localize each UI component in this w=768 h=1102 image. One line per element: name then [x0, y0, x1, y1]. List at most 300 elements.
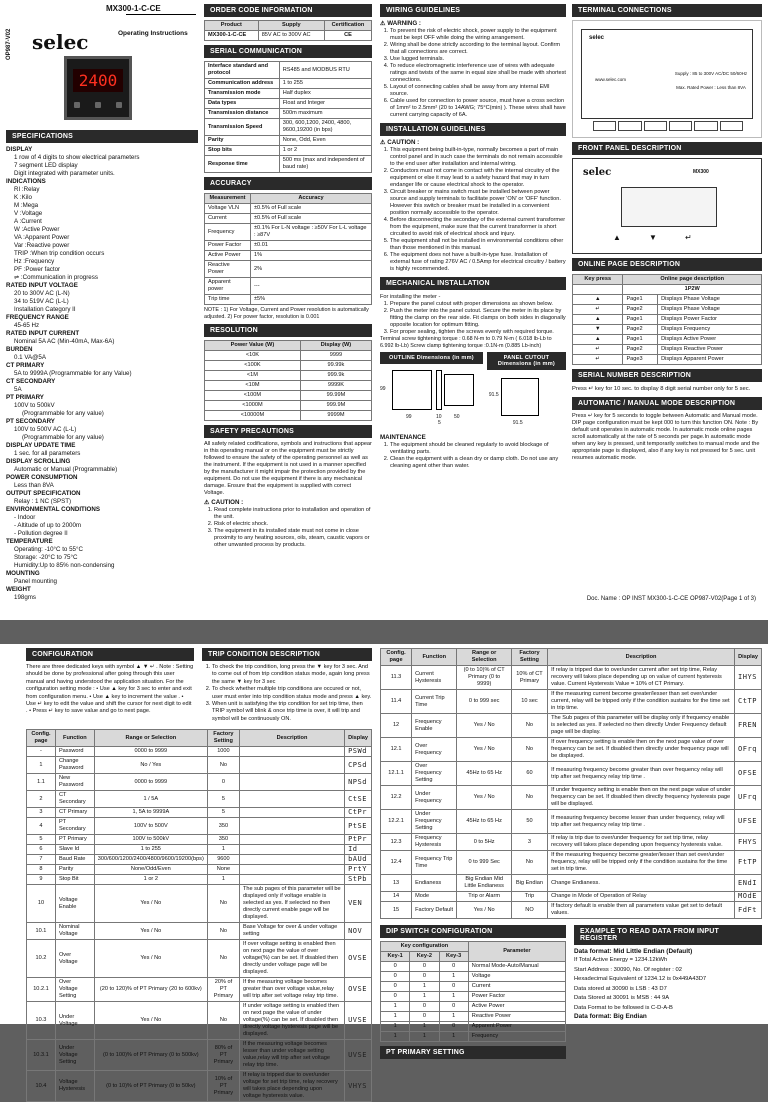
table-cell: 9600 — [207, 855, 239, 865]
table-row — [27, 845, 372, 855]
terminal-diagram — [572, 20, 762, 138]
spec-line: W :Active Power — [14, 226, 60, 233]
table-cell: 10% of PT Primary — [207, 1071, 239, 1102]
table-cell — [239, 835, 344, 845]
table-cell: - — [27, 747, 56, 757]
table-row — [381, 810, 762, 834]
table-row — [573, 305, 762, 315]
table-cell: PSWd — [345, 747, 372, 757]
resolution-header: RESOLUTION — [204, 324, 372, 337]
table-cell: 12.3 — [381, 834, 412, 851]
table-cell: No — [207, 885, 239, 923]
up-key-icon: ▲ — [613, 233, 621, 242]
table-cell: 0 to 999 sec — [457, 690, 511, 714]
list-item: 2. Risk of electric shock. — [214, 521, 372, 528]
front-brand: selec — [583, 167, 612, 178]
dip-table — [380, 941, 566, 1042]
table-cell: If under voltage setting is enabled then on next page the value of under voltage(%) can be set. If disabled then directly voltage hysteresis page will be displayed. — [239, 1002, 344, 1040]
meter-key-icon — [74, 102, 80, 108]
table-head-row — [381, 942, 566, 952]
table-cell: Voltage VLN — [205, 204, 251, 214]
spec-line: Storage: -20°C to 75°C — [14, 554, 78, 561]
table-cell: 4 — [27, 818, 56, 835]
dim-label: 99 — [406, 414, 412, 420]
table-cell: Yes / No — [94, 885, 207, 923]
spec-line: FREQUENCY RANGE — [6, 314, 69, 321]
table-cell — [239, 845, 344, 855]
maint-header: MAINTENANCE — [380, 434, 426, 441]
table-cell: <10M — [205, 381, 301, 391]
table-cell: Displays Active Power — [658, 335, 762, 345]
table-cell: 12 — [381, 714, 412, 738]
list-item: 5. Layout of connecting cables shall be away from any internal EMI source. — [390, 84, 566, 98]
table-head-row — [381, 649, 762, 666]
table-cell: Transmission mode — [205, 89, 280, 99]
maint-list — [380, 442, 566, 470]
table-cell: 10.2 — [27, 940, 56, 978]
list-item: 1. Read complete instructions prior to installation and operation of the unit. — [214, 507, 372, 521]
cell: CE — [324, 31, 371, 41]
table-cell: Displays Apparent Power — [658, 355, 762, 365]
table-cell: Frequency Enable — [412, 714, 457, 738]
table-cell: 45Hz to 65 Hz — [457, 810, 511, 834]
col-head: Key configuration — [381, 942, 469, 952]
table-cell: 10.3.1 — [27, 1040, 56, 1071]
spec-line: V :Voltage — [14, 210, 43, 217]
table-cell: No — [207, 940, 239, 978]
table-row — [27, 1040, 372, 1071]
table-row — [381, 786, 762, 810]
table-cell: CtTP — [735, 690, 762, 714]
table-cell: Transmission distance — [205, 109, 280, 119]
table-cell: Interface standard and protocol — [205, 62, 280, 79]
table-cell: If the measuring frequency become greater/lesser than set over/under frequency, relay will be tripped only if the condition sustains for the time set in trip time. — [548, 851, 735, 875]
table-cell: OVSE — [345, 940, 372, 978]
table-cell: 5 — [27, 835, 56, 845]
table-cell: 0000 to 9999 — [94, 747, 207, 757]
table-cell: 9999 — [300, 351, 371, 361]
mech-intro: For installing the meter - — [380, 294, 441, 300]
table-cell: No — [207, 757, 239, 774]
format-mid-little: Data format: Mid Little Endian (Default) — [574, 948, 693, 955]
meter-display: 2400 — [73, 69, 123, 92]
table-cell: Displays Phase Voltage — [658, 305, 762, 315]
col-head: Description — [548, 649, 735, 666]
table-cell: UVSE — [345, 1040, 372, 1071]
table-cell: 50 — [511, 810, 547, 834]
table-row — [205, 156, 372, 173]
table-cell: Base Voltage for over & under voltage setting — [239, 923, 344, 940]
table-cell: 1 — [381, 1012, 410, 1022]
table-cell — [239, 818, 344, 835]
warning-icon: ⚠ — [380, 20, 388, 27]
brand-logo: selec — [32, 30, 89, 54]
front-display — [621, 187, 717, 227]
spec-line: OUTPUT SPECIFICATION — [6, 490, 81, 497]
table-cell: 0000 to 9999 — [94, 774, 207, 791]
col-head: Power Value (W) — [205, 341, 301, 351]
safety-list — [204, 507, 372, 549]
table-cell: Yes / No — [94, 940, 207, 978]
table-cell: (0 to 10)% of PT Primary (0 to 50kv) — [94, 1071, 207, 1102]
table-row — [27, 1002, 372, 1040]
table-cell: 1 or 2 — [279, 146, 371, 156]
config-table-2 — [380, 648, 762, 919]
key-icon: ▼ — [573, 325, 623, 335]
config-header: CONFIGURATION — [26, 648, 194, 661]
table-row — [205, 146, 372, 156]
col-head: Display — [345, 730, 372, 747]
table-cell: MOdE — [735, 892, 762, 902]
table-cell: 300, 600,1200, 2400, 4800, 9600,19200 (in bps) — [279, 119, 371, 136]
spec-line: 100V to 500kV — [14, 402, 55, 409]
cell: MX300-1-C-CE — [205, 31, 259, 41]
serial-table — [204, 61, 372, 173]
table-row — [27, 875, 372, 885]
table-cell: Communication address — [205, 79, 280, 89]
table-row — [205, 62, 372, 79]
table-row — [205, 109, 372, 119]
table-row — [381, 666, 762, 690]
list-item: 2. Clean the equipment with a clean dry or damp cloth. Do not use any cleaning agent other than water. — [390, 456, 566, 470]
table-row — [205, 89, 372, 99]
table-cell: If relay is tripped due to over/under voltage for set trip time, relay recovery will takes place depending upon voltage hysteresis value. — [239, 1071, 344, 1102]
safety-header: SAFETY PRECAUTIONS — [204, 425, 372, 438]
example-line: Data stored at 30090 is LSB : 43 D7 — [574, 985, 667, 992]
table-cell: 1 / 5A — [94, 791, 207, 808]
spec-line: VA :Apparent Power — [14, 234, 70, 241]
spec-line: DISPLAY — [6, 146, 33, 153]
table-cell: 0 — [439, 982, 468, 992]
spec-line: CT PRIMARY — [6, 362, 45, 369]
table-cell: 12.4 — [381, 851, 412, 875]
spec-line: ⇌ :Communication in progress — [14, 274, 98, 281]
dim-label: 5 — [438, 420, 441, 426]
spec-line: WEIGHT — [6, 586, 31, 593]
table-cell: Change Endianess. — [548, 875, 735, 892]
table-cell: 10 sec — [511, 690, 547, 714]
table-cell: No — [511, 851, 547, 875]
table-cell: If the measuring voltage becomes lesser than under voltage setting value,relay will trip after set voltage relay trip time. — [239, 1040, 344, 1071]
list-item: 3. Circuit breaker or mains switch must be installed between power source and supply terminals to facilitate power 'ON' or 'OFF' function. However this switch or breaker must be installed in a convenient position normally accessible to the operator. — [390, 189, 566, 217]
table-cell: Yes / No — [457, 902, 511, 919]
table-row — [205, 278, 372, 295]
spec-line: Automatic or Manual (Programmable) — [14, 466, 118, 473]
table-cell: ±0.1% For L-N voltage : ≥50V For L-L voltage : ≥87V — [250, 224, 371, 241]
spec-line: DISPLAY UPDATE TIME — [6, 442, 76, 449]
table-cell: Normal Mode-Auto/Manual — [468, 962, 565, 972]
table-cell: 100V to 500V — [94, 818, 207, 835]
table-cell: OVSE — [345, 978, 372, 1002]
list-item: 2. Wiring shall be done strictly according to the terminal layout. Confirm that all connections are correct. — [390, 42, 566, 56]
spec-line: POWER CONSUMPTION — [6, 474, 78, 481]
table-row — [381, 714, 762, 738]
spec-line: (Programmable for any value) — [22, 410, 104, 417]
table-cell: No — [207, 1002, 239, 1040]
col-head: Factory Setting — [207, 730, 239, 747]
table-cell: 500m maximum — [279, 109, 371, 119]
table-cell: IHYS — [735, 666, 762, 690]
outline-label: OUTLINE Dimensions (in mm) — [380, 352, 483, 364]
table-cell: 12.2.1 — [381, 810, 412, 834]
spec-line: Digit integrated with parameter units. — [14, 170, 115, 177]
accuracy-header: ACCURACY — [204, 177, 372, 190]
table-row — [381, 1012, 566, 1022]
table-row — [381, 982, 566, 992]
table-row — [205, 401, 372, 411]
table-cell: FtTP — [735, 851, 762, 875]
list-item: 1. Prepare the panel cutout with proper dimensions as shown below. — [390, 301, 566, 308]
table-row — [27, 747, 372, 757]
spec-line: DISPLAY SCROLLING — [6, 458, 71, 465]
terminal-block — [694, 121, 717, 131]
table-cell: If the measuring voltage becomes greater than over voltage value,relay will trip after set voltage relay trip time. — [239, 978, 344, 1002]
spec-line: Var :Reactive power — [14, 242, 70, 249]
spec-line: Humidity:Up to 85% non-condensing — [14, 562, 115, 569]
table-cell: 0 — [207, 774, 239, 791]
spec-line: Relay : 1 NC (SPST) — [14, 498, 72, 505]
model-title: MX300-1-C-CE — [106, 4, 161, 13]
list-item: 1. To prevent the risk of electric shock, power supply to the equipment must be kept OFF while doing the wiring arrangement. — [390, 28, 566, 42]
spec-line: Operating: -10°C to 55°C — [14, 546, 83, 553]
install-header: INSTALLATION GUIDELINES — [380, 123, 566, 136]
table-cell: Parity — [55, 865, 94, 875]
table-row — [205, 119, 372, 136]
spec-line: Less than 8VA — [14, 482, 54, 489]
table-cell: Displays Frequency — [658, 325, 762, 335]
col-head: Measurement — [205, 194, 251, 204]
table-cell: 60 — [511, 762, 547, 786]
torque-text: Terminal screw tightening torque : 0.68 N-m to 0.79 N-m ( 6.018 lb-Lb to 6.992 lb-Lb) Screw clamp tightening torque :0.1N-m (0.885 Lb-inch) — [380, 336, 552, 349]
table-cell: Page2 — [623, 325, 658, 335]
spec-line: Hz :Frequency — [14, 258, 55, 265]
list-item: 3. The equipment in its installed state must not come in close proximity to any heating sources, oils, steam, caustic vapors or other unwanted process by products. — [214, 528, 372, 549]
table-row — [205, 351, 372, 361]
table-cell: Big Endian Mid Little Endianess — [457, 875, 511, 892]
table-cell: Change in Mode of Operation of Relay — [548, 892, 735, 902]
table-cell: RS485 and MODBUS RTU — [279, 62, 371, 79]
table-cell: Page1 — [623, 315, 658, 325]
table-cell: Page2 — [623, 305, 658, 315]
table-cell: 1 — [439, 1032, 468, 1042]
table-cell: 2 — [27, 791, 56, 808]
table-cell: Current — [468, 982, 565, 992]
col-head: Key-1 — [381, 952, 410, 962]
meter-image — [64, 56, 132, 120]
table-cell: FHYS — [735, 834, 762, 851]
table-cell: 5 — [207, 808, 239, 818]
col-head: Config. page — [27, 730, 56, 747]
table-row — [27, 855, 372, 865]
table-cell: Reactive Power — [468, 1012, 565, 1022]
meter-key-icon — [116, 102, 122, 108]
config-table — [26, 729, 372, 1102]
table-row — [381, 690, 762, 714]
example-line: Hexadecimal Equivalent of 1234.12 is 0x449A43D7 — [574, 976, 707, 982]
table-cell: Yes / No — [94, 923, 207, 940]
table-cell: 1 to 255 — [94, 845, 207, 855]
table-cell: OFrq — [735, 738, 762, 762]
spec-line: 7 segment LED display — [14, 162, 78, 169]
resolution-table — [204, 340, 372, 421]
list-item: 3. Use lugged terminals. — [390, 56, 566, 63]
meter-key-icon — [95, 102, 101, 108]
table-row — [27, 791, 372, 808]
table-cell: Yes / No — [457, 738, 511, 762]
table-cell: Under Voltage — [55, 1002, 94, 1040]
table-cell: VHYS — [345, 1071, 372, 1102]
col-head: Display — [735, 649, 762, 666]
table-cell: 12.2 — [381, 786, 412, 810]
table-row — [27, 1071, 372, 1102]
table-cell: If factory default is enable then all parameters value get set to default values. — [548, 902, 735, 919]
enter-key-icon: ↵ — [685, 233, 692, 242]
terminal-block — [618, 121, 641, 131]
table-cell: (20 to 120)% of PT Primary (20 to 600kv) — [94, 978, 207, 1002]
table-cell: PtPr — [345, 835, 372, 845]
terminal-block — [720, 121, 743, 131]
table-cell: 1 — [207, 845, 239, 855]
table-cell — [239, 865, 344, 875]
example-line: Data Stored at 30091 is MSB : 44 9A — [574, 995, 670, 1001]
table-cell: Power Factor — [468, 992, 565, 1002]
specs-header: SPECIFICATIONS — [6, 130, 198, 143]
table-row — [27, 885, 372, 923]
table-cell: New Password — [55, 774, 94, 791]
example-line: If Total Active Energy = 1234.12kWh — [574, 957, 668, 963]
spec-line: - Indoor — [14, 514, 36, 521]
table-cell: <10000M — [205, 411, 301, 421]
table-row — [205, 204, 372, 214]
table-cell: Displays Power Factor — [658, 315, 762, 325]
key-icon: ▲ — [573, 315, 623, 325]
table-row — [573, 315, 762, 325]
table-cell: NPSd — [345, 774, 372, 791]
table-cell: 1 — [381, 1022, 410, 1032]
order-table — [204, 20, 372, 41]
list-item: 6. The equipment does not have a built-in-type fuse. Installation of external fuse of rating 276V AC / 0.5Amp for electrical circuitry / battery is highly recommended. — [390, 252, 566, 273]
table-cell: UVSE — [345, 1002, 372, 1040]
table-cell: PrtY — [345, 865, 372, 875]
col-3 — [380, 0, 566, 470]
table-cell: 1, 5A to 9999A — [94, 808, 207, 818]
front-model: MX300 — [693, 169, 709, 175]
list-item: 3. For proper sealing, tighten the screws evenly with required torque. — [390, 329, 566, 336]
table-cell: If measuring frequency become lesser than under frequency, relay will trip after set frequency relay trip time . — [548, 810, 735, 834]
list-item: 4. To reduce electromagnetic interference use of wires with adequate ratings and twists of the same in equal size shall be made with shortest connections. — [390, 63, 566, 84]
table-row — [381, 1022, 566, 1032]
dim-label: 10 — [436, 414, 442, 420]
order-header: ORDER CODE INFORMATION — [204, 4, 372, 17]
table-cell: 999.9M — [300, 401, 371, 411]
table-cell: Over Frequency — [412, 738, 457, 762]
table-cell: 10.1 — [27, 923, 56, 940]
table-cell: CPSd — [345, 757, 372, 774]
spec-line: MOUNTING — [6, 570, 40, 577]
table-cell: Under Voltage Setting — [55, 1040, 94, 1071]
terminal-power: Max. Rated Power : Less than 8VA — [676, 85, 746, 90]
table-cell: 10.3 — [27, 1002, 56, 1040]
automan-header: AUTOMATIC / MANUAL MODE DESCRIPTION — [572, 397, 762, 410]
table-cell: PT Primary — [55, 835, 94, 845]
spec-line: 5A — [14, 386, 22, 393]
key-icon: ▲ — [573, 335, 623, 345]
table-cell: 0 — [410, 972, 439, 982]
manual-page-2 — [0, 644, 768, 1100]
table-cell — [239, 791, 344, 808]
table-cell: 0 — [381, 992, 410, 1002]
front-header: FRONT PANEL DESCRIPTION — [572, 142, 762, 155]
table-row — [573, 335, 762, 345]
table-cell: Data types — [205, 99, 280, 109]
accuracy-table — [204, 193, 372, 305]
table-row — [381, 962, 566, 972]
col-head: Supply — [258, 21, 324, 31]
table-cell: 9999K — [300, 381, 371, 391]
col-head: Key-2 — [410, 952, 439, 962]
col-2 — [204, 0, 372, 549]
front-panel-diagram — [572, 158, 762, 254]
table-cell: StPb — [345, 875, 372, 885]
table-head-row — [27, 730, 372, 747]
doc-subtitle: Operating Instructions — [118, 30, 188, 37]
table-cell: None — [207, 865, 239, 875]
cutout-drawing — [487, 352, 566, 432]
table-row — [381, 902, 762, 919]
key-icon: ↵ — [573, 345, 623, 355]
table-cell: Frequency Trip Time — [412, 851, 457, 875]
table-cell: Mode — [412, 892, 457, 902]
table-cell: Password — [55, 747, 94, 757]
table-row — [205, 391, 372, 401]
online-table — [572, 274, 762, 365]
terminal-brand: selec — [589, 35, 605, 41]
table-row — [573, 285, 762, 295]
table-row — [381, 892, 762, 902]
table-cell: OFSE — [735, 762, 762, 786]
table-row — [27, 978, 372, 1002]
table-row — [205, 99, 372, 109]
table-cell: CT Secondary — [55, 791, 94, 808]
table-cell: 3 — [511, 834, 547, 851]
warning-icon: ⚠ — [204, 499, 212, 506]
table-cell: Stop bits — [205, 146, 280, 156]
table-cell: Displays Reactive Power — [658, 345, 762, 355]
table-cell: Stop Bit — [55, 875, 94, 885]
table-cell: Over Frequency Setting — [412, 762, 457, 786]
spec-line: 34 to 519V AC (L-L) — [14, 298, 69, 305]
col-head: Function — [55, 730, 94, 747]
spec-line: (Programmable for any value) — [22, 434, 104, 441]
table-cell: 15 — [381, 902, 412, 919]
table-row — [381, 834, 762, 851]
table-cell: 1P2W — [623, 285, 762, 295]
table-cell: bAUd — [345, 855, 372, 865]
table-cell: NOV — [345, 923, 372, 940]
list-item: 3. When unit is satisfying the trip condition for set trip time, then TRIP symbol will blink & once trip time is over, it will trip and symbol will be continuously ON. — [212, 701, 372, 723]
table-cell: Current Hysteresis — [412, 666, 457, 690]
table-cell: 11.3 — [381, 666, 412, 690]
table-cell: 8 — [27, 865, 56, 875]
table-cell: 0 — [381, 972, 410, 982]
table-cell: If the measuring current become greater/lesser than set over/under current, relay will be tripped only if the condition sustains for the time set in trip time. — [548, 690, 735, 714]
table-cell: Slave Id — [55, 845, 94, 855]
col-head: Display (W) — [300, 341, 371, 351]
table-cell: ENdI — [735, 875, 762, 892]
table-cell: Over Voltage Setting — [55, 978, 94, 1002]
table-cell: Power Factor — [205, 241, 251, 251]
col-head: Range or Selection — [457, 649, 511, 666]
